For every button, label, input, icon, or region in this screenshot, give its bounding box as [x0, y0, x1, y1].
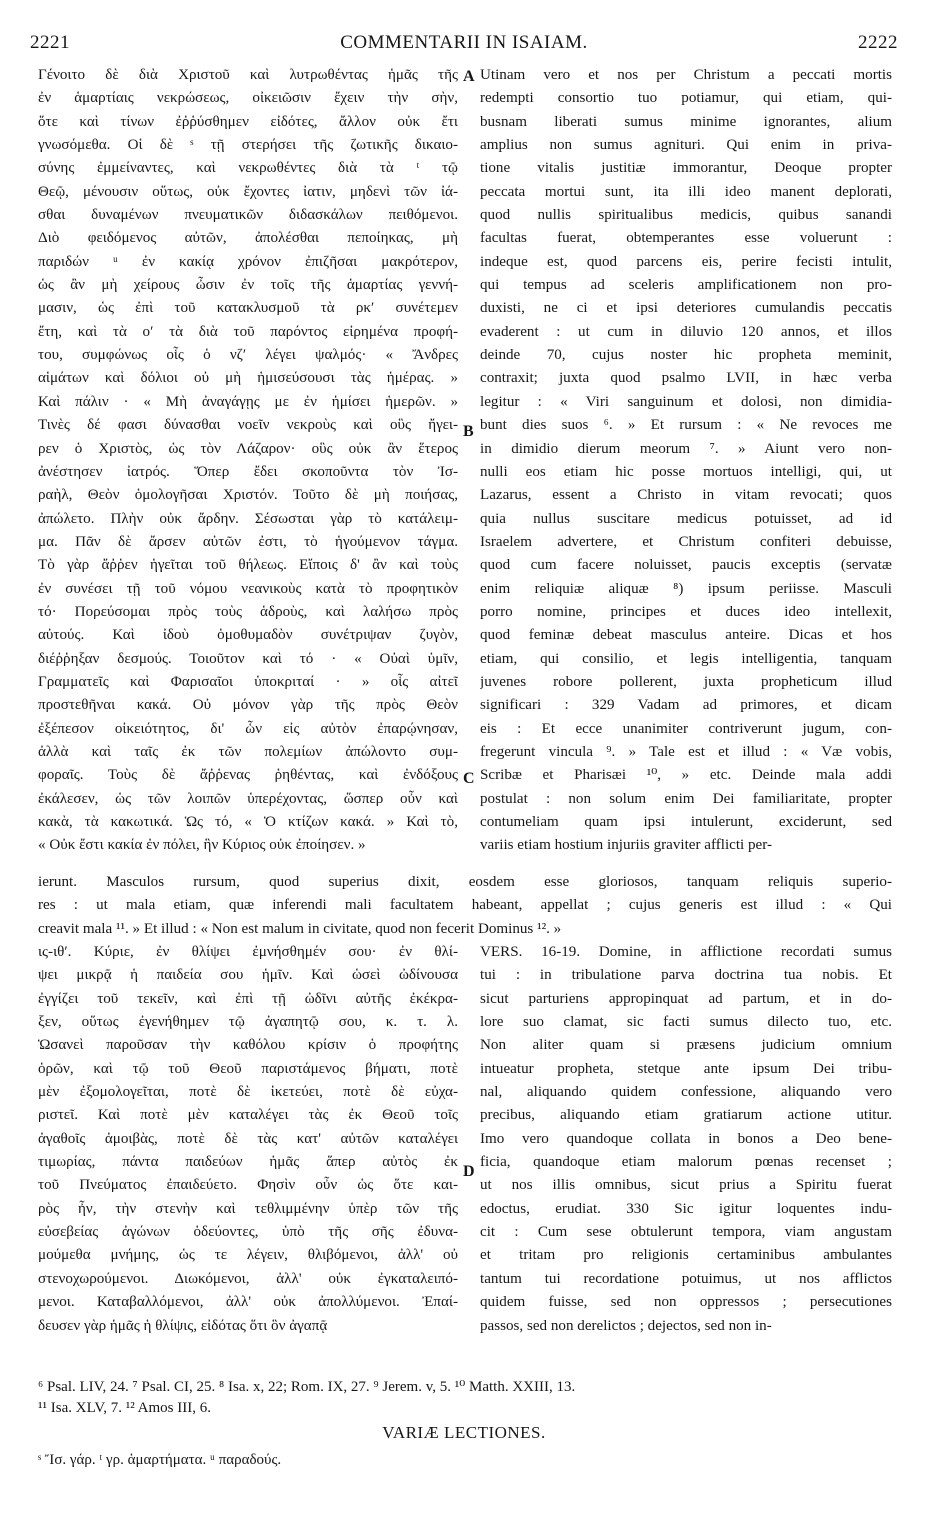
text-line: σθαι δυναμένων πνευματικῶν διδασκάλων πειθόμενοι. — [38, 207, 458, 224]
text-line: amplius non sumus agnituri. Qui enim in priva- — [480, 137, 892, 154]
text-line: ficia, quandoque etiam malorum pœnas recenset ; — [480, 1154, 892, 1171]
text-line: quod feminæ debeat masculus anteire. Dicas et hos — [480, 627, 892, 644]
text-line: quia nullus suscitare medicus potuisset, ad id — [480, 510, 892, 527]
text-line: Διὸ φειδόμενος αὐτῶν, ἀπολέσθαι πεποίηκας, μὴ — [38, 230, 458, 247]
text-line: σύνης ἐμμείναντες, καὶ νεκρωθέντες διὰ τὰ ᵗ τῷ — [38, 160, 458, 177]
text-line: qui tempus ad sceleris amplificationem non pro- — [480, 277, 892, 294]
text-line: sicut parturiens appropinquat ad partum, et in do- — [480, 990, 892, 1007]
text-line: Καὶ πάλιν · « Μὴ ἀναγάγῃς με ἐν ἡμίσει ἡμερῶν. » — [38, 393, 458, 410]
text-line: Imo vero quandoque collata in bonos a Deo bene- — [480, 1130, 892, 1147]
text-line: εὐσεβείας ἀγώνων ὁδεύοντες, ὑπὸ τῆς σῆς ἐδυνα- — [38, 1224, 458, 1241]
text-line: creavit mala ¹¹. » Et illud : « Non est malum in civitate, quod non fecerit Dominus ¹². » — [38, 920, 562, 937]
text-line: ὡς ἂν μὴ χείρους ὦσιν ἐν τοῖς τῆς ἁμαρτίας γεννή- — [38, 277, 458, 294]
text-line: indeque est, quod parcens eis, perire fecisti intulit, — [480, 253, 892, 270]
text-line: busnam liberati sumus minime ignorantes, alium — [480, 113, 892, 130]
text-line: facultas fuerat, obtemperantes esse voluerunt : — [480, 230, 892, 247]
text-line: ἐκάλεσεν, ὡς τῶν λοιπῶν ὑπερέχοντας, ὥσπερ οὖν καὶ — [38, 790, 458, 807]
text-line: Non aliter quam si præsens judicium omnium — [480, 1037, 892, 1054]
text-line: nulli eos etiam hic posse mortuos intelligi, qui, ut — [480, 463, 892, 480]
latin-column-bottom — [480, 941, 892, 1338]
text-line: bunt dies suos ⁶. » Et rursum : « Ne revoces me — [480, 417, 892, 434]
text-line: ut nos illis omnibus, sicut prius a Spiritu fuerat — [480, 1177, 892, 1194]
text-line: et tritam pro religionis certaminibus ambulantes — [480, 1247, 892, 1264]
text-line: ἐν συνέσει τῇ τοῦ νόμου νεανικοὺς κατὰ τὸ προφητικὸν — [38, 580, 458, 597]
text-line: μὲν ἐξομολογεῖται, ποτὲ δὲ ἱκετεύει, ποτὲ δὲ εὐχα- — [38, 1084, 458, 1101]
page-number-right: 2222 — [858, 32, 898, 53]
text-line: Scribæ et Pharisæi ¹⁰, » etc. Deinde mala addi — [480, 767, 892, 784]
text-line: etiam, qui consilio, et legis intelligentia, tanquam — [480, 650, 892, 667]
text-line: tui : in tribulatione parva doctrina tua nobis. Et — [480, 967, 892, 984]
text-line: res : ut mala etiam, quæ inferendi mali facultatem habeant, appellat ; cujus generis est illud : « Qui — [38, 897, 892, 914]
variae-lectiones-heading: VARIÆ LECTIONES. — [382, 1423, 546, 1442]
text-line: quod nullis spiritualibus medicis, quibus sanandi — [480, 207, 892, 224]
text-line: ierunt. Masculos rursum, quod superius dixit, eosdem esse gloriosos, tanquam reliquis superio- — [38, 874, 892, 890]
text-line: ις-ιθʹ. Κύριε, ἐν θλίψει ἐμνήσθημέν σου· ἐν θλί- — [38, 944, 458, 960]
text-line: significari : 329 Vadam ad primores, et dicam — [480, 697, 892, 714]
greek-column-bottom — [38, 941, 458, 1338]
text-line: eis : Et ecce unanimiter contriverunt jugum, con- — [480, 720, 892, 737]
text-line: enim reliquiæ aliquæ ⁸) ipsum periisse. Masculi — [480, 580, 892, 597]
text-line: δευσεν γὰρ ἡμᾶς ἡ θλίψις, εἰδότας ὅτι ὃν ἀγαπᾷ — [38, 1317, 328, 1334]
text-line: ἐξέπεσον οἰκειότητος, δι' ὧν εἰς αὐτὸν ἐπαρῴνησαν, — [38, 720, 458, 737]
text-line: ρεν ὁ Χριστὸς, ὡς τὸν Λάζαρον· οὓς οὐκ ἂν ἕτερος — [38, 440, 458, 457]
text-line: contumeliam quam ipsi intulerunt, exciderunt, sed — [480, 814, 892, 830]
text-line: VERS. 16-19. Domine, in afflictione recordati sumus — [480, 944, 892, 960]
text-line: προστεθῆναι κακά. Οὐ μόνον γὰρ τῆς πρὸς Θεὸν — [38, 697, 458, 714]
text-line: στενοχωρούμενοι. Διωκόμενοι, ἀλλ' οὐκ ἐγκαταλειπό- — [38, 1270, 458, 1287]
running-title: COMMENTARII IN ISAIAM. — [340, 32, 588, 53]
text-line: Utinam vero et nos per Christum a peccati mortis — [480, 67, 892, 83]
margin-marker-a: A — [463, 68, 475, 85]
text-line: contraxit; juxta quod psalmo LVII, in hæc verba — [480, 370, 892, 387]
greek-column-top — [38, 64, 458, 858]
text-line: Γένοιτο δὲ διὰ Χριστοῦ καὶ λυτρωθέντας ἡμᾶς τῆς — [38, 67, 458, 83]
text-line: ξεν, οὕτως ἐγενήθημεν τῷ ἀγαπητῷ σου, κ. τ. λ. — [38, 1014, 458, 1031]
text-line: Τινὲς δέ φασι δύνασθαι νοεῖν νεκροὺς καὶ οὓς ἤγει- — [38, 417, 458, 434]
text-line: ἔτη, καὶ τὰ οʹ τὰ διὰ τοῦ παρόντος εἰρημένα προφή- — [38, 323, 458, 340]
text-line: in dimidio dierum meorum ⁷. » Aiunt vero non- — [480, 440, 892, 457]
text-line: Israelem advertere, et Christum confiteri debuisse, — [480, 533, 892, 550]
text-line: tantum tui recordatione potuimus, ut nos afflictos — [480, 1270, 892, 1287]
text-line: τιμωρίας, πάντα παιδεύων ἡμᾶς ἅπερ αὐτὸς ἐκ — [38, 1154, 458, 1171]
text-line: ἀνέστησεν ἰατρός. Ὅπερ ἔδει σκοποῦντα τὸν Ἰσ- — [38, 463, 458, 480]
text-line: variis etiam hostium injuriis graviter afflicti per- — [480, 837, 772, 854]
text-line: μενοι. Καταβαλλόμενοι, ἀλλ' οὐκ ἀπολλύμενοι. Ἐπαί- — [38, 1294, 458, 1311]
text-line: passos, sed non derelictos ; dejectos, sed non in- — [480, 1317, 772, 1334]
text-line: μούμεθα μνήμης, ὡς τε λέγειν, θλιβόμενοι, ἀλλ' οὐ — [38, 1247, 458, 1264]
margin-marker-c: C — [463, 770, 475, 787]
text-line: redempti consortio tuo potiamur, qui etiam, qui- — [480, 90, 892, 107]
text-line: ρὸς ἦν, τὴν στενὴν καὶ τεθλιμμένην ὑπὲρ τῶν τῆς — [38, 1200, 458, 1217]
footnotes — [38, 1377, 892, 1419]
page-number-left: 2221 — [30, 32, 70, 53]
text-line: juvenes robore pollerent, juxta propheticum illud — [480, 673, 892, 690]
text-line: ἀγαθοῖς ἀμοιβὰς, ποτὲ δὲ τὰς κατ' αὐτῶν καταλέγει — [38, 1130, 458, 1147]
text-line: postulat : non solum enim Dei familiaritate, propter — [480, 790, 892, 807]
text-line: Θεῷ, μένουσιν οὕτως, οὐκ ἔχοντες ἰατιν, μηδενὶ τῶν ἰά- — [38, 183, 458, 200]
text-line: evaderent : ut cum in diluvio 120 annos, et illos — [480, 323, 892, 340]
text-line: cit : Cum sese obtulerunt tempora, viam angustam — [480, 1224, 892, 1241]
text-line: Γραμματεῖς καὶ Φαρισαῖοι ὑποκριταί · » οἷς αἰτεῖ — [38, 673, 458, 690]
text-line: ὁρῶν, καὶ τῷ τοῦ Θεοῦ παριστάμενος βήματι, ποτὲ — [38, 1060, 458, 1077]
footnote-line: ¹¹ Isa. XLV, 7. ¹² Amos III, 6. — [38, 1400, 211, 1416]
footnote-line: ⁶ Psal. LIV, 24. ⁷ Psal. CI, 25. ⁸ Isa. x, 22; Rom. IX, 27. ⁹ Jerem. v, 5. ¹⁰ Matth. XXIII, 13. — [38, 1379, 576, 1395]
text-line: αὐτούς. Καὶ ἰδοὺ ὁμοθυμαδὸν συνέτριψαν ζυγὸν, — [38, 627, 458, 644]
page-header — [30, 32, 898, 60]
text-line: φοραῖς. Τοὺς δὲ ἄῤῥενας ῥηθέντας, καὶ ἐνδόξους — [38, 767, 458, 784]
text-line: ἐγγίζει τοῦ τεκεῖν, καὶ ἐπὶ τῇ ὠδῖνι αὐτῆς ἐκέκρα- — [38, 990, 458, 1007]
text-line: του, συμφώνως οἷς ὁ νζʹ λέγει ψαλμός· « Ἄνδρες — [38, 347, 458, 364]
text-line: quod cum facere noluisset, paucis exceptis (servatæ — [480, 557, 892, 574]
text-line: edoctus, erudiat. 330 Sic igitur loquentes indu- — [480, 1200, 892, 1217]
margin-marker-d: D — [463, 1163, 475, 1180]
text-line: Lazarus, essent a Christo in vitam revocati; quos — [480, 487, 892, 504]
variae-lectiones-text: ˢ Ἴσ. γάρ. ᵗ γρ. ἁμαρτήματα. ᵘ παραδούς. — [38, 1452, 282, 1468]
text-line: ἀπώλετο. Πλὴν οὐκ ἄρδην. Σέσωσται γὰρ τὸ κατάλειμ- — [38, 510, 458, 527]
text-line: παριδών ᵘ ἐν κακίᾳ χρόνον ἐπιζῆσαι μακρότερον, — [38, 253, 458, 270]
text-line: τοῦ Πνεύματος ἐπαιδεύετο. Φησὶν οὖν ὡς ὅτε και- — [38, 1177, 458, 1194]
text-line: ριστεῖ. Καὶ ποτὲ μὲν καταλέγει τὰς ἐκ Θεοῦ τοῖς — [38, 1107, 458, 1124]
text-line: ραὴλ, Θεὸν ὁμολογῆσαι Χριστόν. Τοῦτο δὲ μὴ ποιήσας, — [38, 487, 458, 504]
text-line: ἀλλὰ καὶ ταῖς ἐκ τῶν πολεμίων ἀπώλοντο συμ- — [38, 743, 458, 760]
margin-marker-b: B — [463, 423, 474, 440]
text-line: duxisti, ne ci et ipsi deteriores cumulandis peccatis — [480, 300, 892, 317]
text-line: porro nomine, principes et duces ideo intellexit, — [480, 603, 892, 620]
text-line: ψει μικρᾷ ἡ παιδεία σου ἡμῖν. Καὶ ὡσεὶ ὠδίνουσα — [38, 967, 458, 984]
text-line: peccata mortui sunt, ita illi ideo manent deplorati, — [480, 183, 892, 200]
text-line: fregerunt vincula ⁹. » Tale est et illud : « Væ vobis, — [480, 743, 892, 760]
text-line: μασιν, ὡς ἐπὶ τοῦ κατακλυσμοῦ τὰ ρκʹ συνέτεμεν — [38, 300, 458, 317]
text-line: deinde 70, cujus noster hic propheta meminit, — [480, 347, 892, 364]
text-line: μα. Πᾶν δὲ ἄρσεν αὐτῶν ἐστι, τὸ ἡγούμενον τάγμα. — [38, 533, 458, 550]
text-line: τό· Πορεύσομαι πρὸς τοὺς ἁδροὺς, καὶ λαλήσω πρὸς — [38, 603, 458, 620]
text-line: γνωσόμεθα. Οἱ δὲ ˢ τῇ στερήσει τῆς ζωτικῆς δικαιο- — [38, 137, 458, 154]
text-line: legitur : « Viri sanguinum et dolosi, non dimidia- — [480, 393, 892, 410]
text-line: lore suo clamat, sic facti sumus dilecto tuo, etc. — [480, 1014, 892, 1031]
text-line: intueatur propheta, stetque ante ipsum Dei tribu- — [480, 1060, 892, 1077]
text-line: ὅτε καὶ τίνων ἐῤῥύσθημεν εἰδότες, ἄλλον οὐκ ἔτι — [38, 113, 458, 130]
text-line: διέῤῥηξαν δεσμούς. Τοιοῦτον καὶ τό · « Οὐαὶ ὑμῖν, — [38, 650, 458, 667]
text-line: « Οὐκ ἔστι κακία ἐν πόλει, ἣν Κύριος οὐκ ἐποίησεν. » — [38, 837, 366, 854]
text-line: αἱμάτων καὶ δόλιοι οὐ μὴ ἡμισεύσουσι τὰς ἡμέρας. » — [38, 370, 458, 387]
text-line: Τὸ γὰρ ἄῤῥεν ἡγεῖται τοῦ θήλεως. Εἴποις δ' ἂν καὶ τοὺς — [38, 557, 458, 574]
text-line: κακὰ, τὰ κακωτικά. Ὡς τό, « Ὁ κτίζων κακά. » Καὶ τὸ, — [38, 814, 458, 830]
text-line: tione vitalis justitiæ immorantur, Deoque propter — [480, 160, 892, 177]
text-line: precibus, aliquando etiam gratiarum actione utitur. — [480, 1107, 892, 1124]
text-line: quidem fuisse, sed non oppressos ; persecutiones — [480, 1294, 892, 1311]
text-line: Ὡσανεὶ παροῦσαν τὴν καθόλου κρίσιν ὁ προφήτης — [38, 1037, 458, 1054]
latin-full-width-text — [38, 871, 892, 941]
latin-column-top — [480, 64, 892, 858]
text-line: ἐν ἁμαρτίαις νεκρώσεως, οἰκειῶσιν ἔχειν τὴν σὴν, — [38, 90, 458, 107]
text-line: nal, aliquando quidem confessione, aliquando vero — [480, 1084, 892, 1101]
